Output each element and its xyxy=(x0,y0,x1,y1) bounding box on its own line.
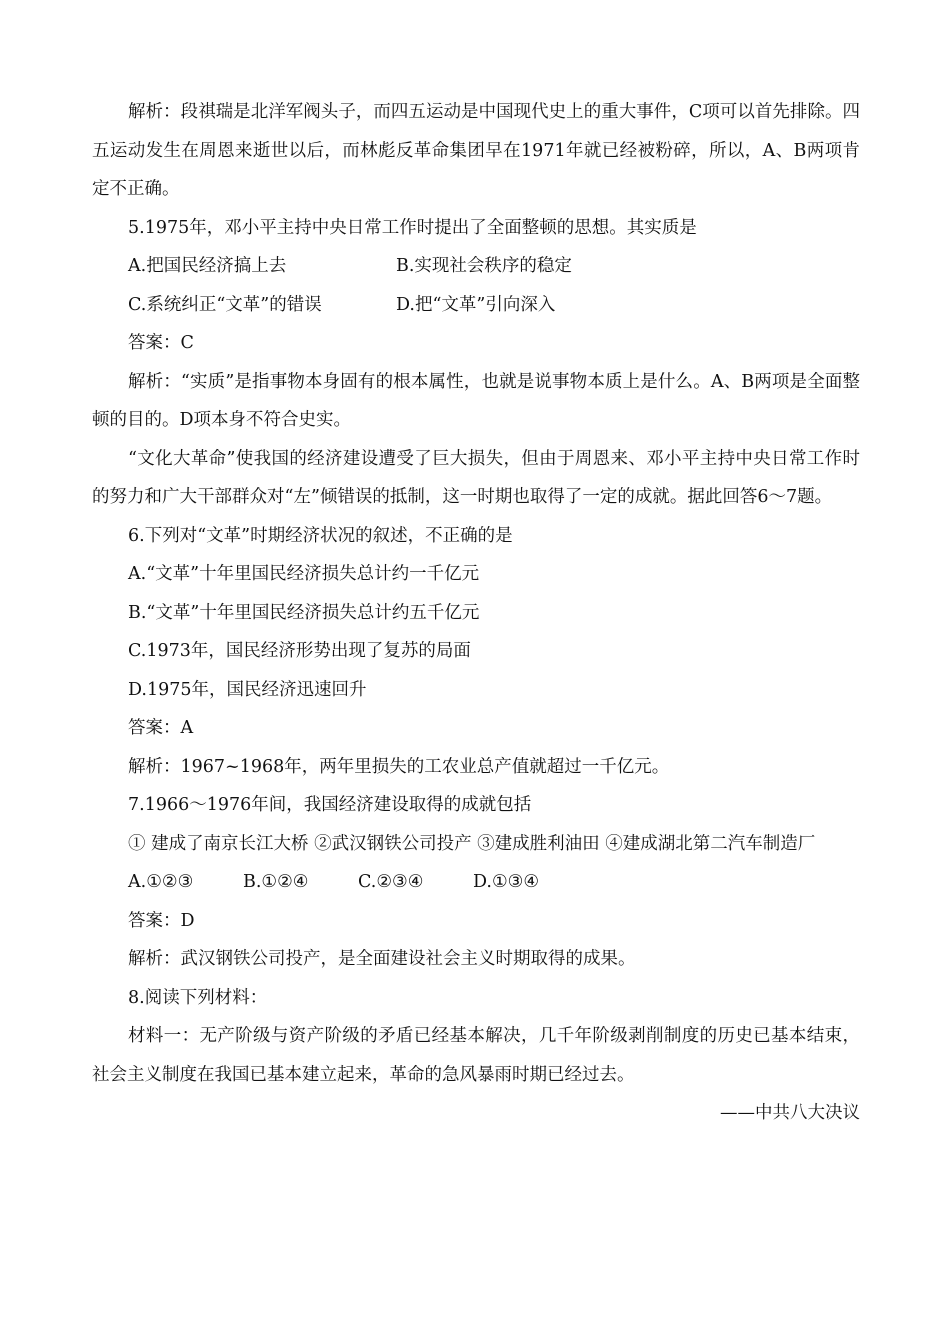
q6-option-d: D.1975年，国民经济迅速回升 xyxy=(128,679,367,700)
question-7: 7.1966～1976年间，我国经济建设取得的成就包括 xyxy=(128,795,532,815)
question-6: 6.下列对“文革”时期经济状况的叙述，不正确的是 xyxy=(128,525,513,546)
analysis-q7: 解析：武汉钢铁公司投产，是全面建设社会主义时期取得的成果。 xyxy=(128,949,636,969)
q7-option-c: C.②③④ xyxy=(358,872,424,892)
document-page xyxy=(92,93,860,1133)
q6-option-c: C.1973年，国民经济形势出现了复苏的局面 xyxy=(128,641,471,661)
analysis-q5: 解析：“实质”是指事物本身固有的根本属性，也就是说事物本质上是什么。A、B两项是全面整顿的目的。D项本身不符合史实。 xyxy=(92,371,860,430)
q7-option-d: D.①③④ xyxy=(473,872,540,892)
analysis-q4: 解析：段祺瑞是北洋军阀头子，而四五运动是中国现代史上的重大事件，C项可以首先排除。四五运动发生在周恩来逝世以后，而林彪反革命集团早在1971年就已经被粉碎，所以，A、B两项肯定不正确。 xyxy=(92,102,860,199)
analysis-q6: 解析：1967~1968年，两年里损失的工农业总产值就超过一千亿元。 xyxy=(128,756,670,777)
question-5: 5.1975年，邓小平主持中央日常工作时提出了全面整顿的思想。其实质是 xyxy=(128,217,697,238)
q7-option-b: B.①②④ xyxy=(243,872,309,892)
material-1-source: ——中共八大决议 xyxy=(720,1103,860,1123)
intro-q6-q7: “文化大革命”使我国的经济建设遭受了巨大损失，但由于周恩来、邓小平主持中央日常工作时的努力和广大干部群众对“左”倾错误的抵制，这一时期也取得了一定的成就。据此回答6～7题。 xyxy=(92,448,860,507)
question-8: 8.阅读下列材料： xyxy=(128,987,268,1008)
q6-option-b: B.“文革”十年里国民经济损失总计约五千亿元 xyxy=(128,602,480,623)
answer-q5: 答案：C xyxy=(128,333,194,353)
q7-option-a: A.①②③ xyxy=(128,872,194,892)
q5-options-row-2 xyxy=(92,286,860,325)
answer-q7: 答案：D xyxy=(128,910,195,931)
material-1: 材料一：无产阶级与资产阶级的矛盾已经基本解决，几千年阶级剥削制度的历史已基本结束，社会主义制度在我国已基本建立起来，革命的急风暴雨时期已经过去。 xyxy=(92,1026,860,1085)
q5-option-b: B.实现社会秩序的稳定 xyxy=(396,256,572,276)
q6-option-a: A.“文革”十年里国民经济损失总计约一千亿元 xyxy=(128,564,480,584)
q5-option-c: C.系统纠正“文革”的错误 xyxy=(128,294,322,315)
q5-options-row-1 xyxy=(92,247,860,286)
q5-option-d: D.把“文革”引向深入 xyxy=(396,294,556,315)
q7-items: ① 建成了南京长江大桥 ②武汉钢铁公司投产 ③建成胜利油田 ④建成湖北第二汽车制造厂 xyxy=(128,833,816,854)
answer-q6: 答案：A xyxy=(128,718,194,738)
q5-option-a: A.把国民经济搞上去 xyxy=(128,256,287,276)
q7-options-row xyxy=(92,863,860,902)
